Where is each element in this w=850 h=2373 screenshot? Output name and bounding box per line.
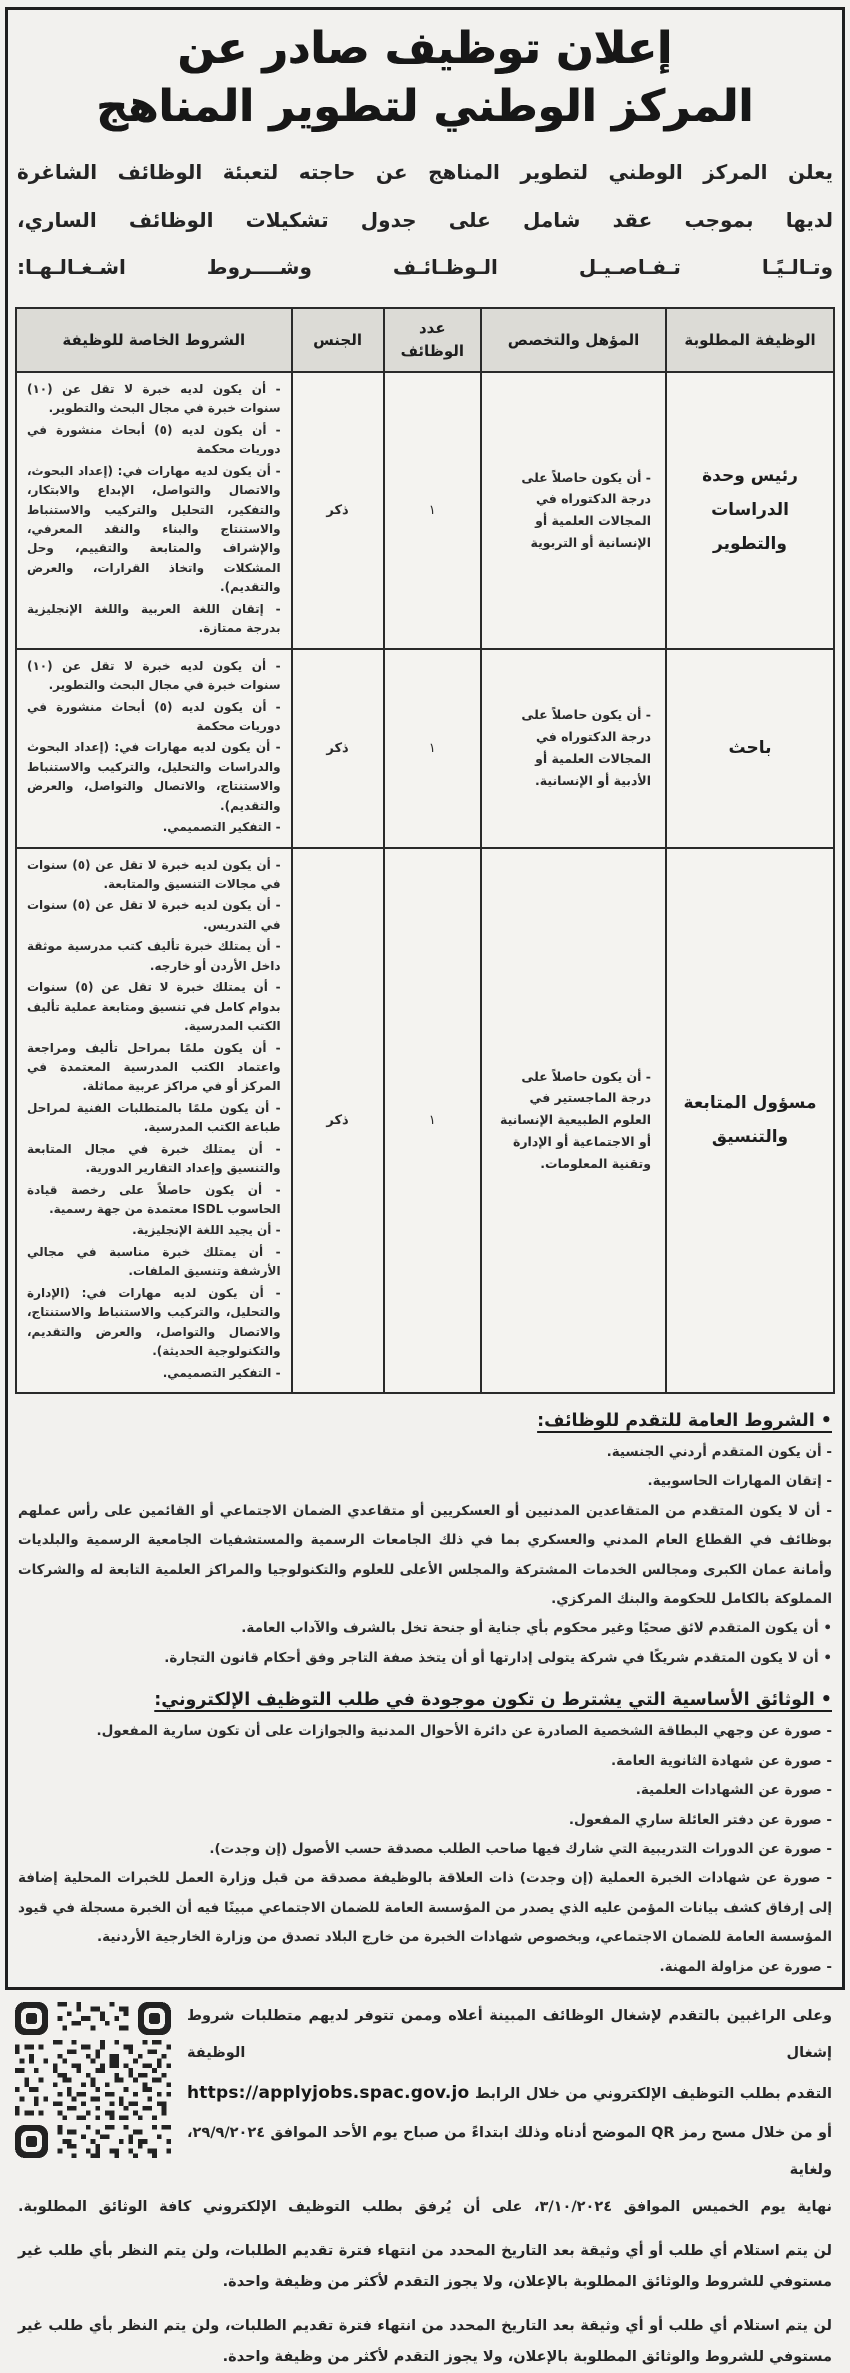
required-document-item: - صورة عن دفتر العائلة ساري المفعول.	[568, 1811, 832, 1828]
condition-item: - أن يكون لديه خبرة لا تقل عن (٥) سنوات في مجالات التنسيق والمتابعة.	[27, 857, 281, 891]
general-condition-item: - أن يكون المتقدم أردني الجنسية.	[606, 1443, 832, 1460]
gender-cell: ذكر	[292, 848, 384, 1393]
application-deadline-line: نهاية يوم الخميس الموافق ٣/١٠/٢٠٢٤، على أن يُرفق بطلب التوظيف الإلكتروني كافة الوثائق المطلوبة.	[18, 2199, 832, 2216]
condition-item: - أن يكون لديه خبرة لا تقل عن (١٠) سنوات خبرة في مجال البحث والتطوير.	[27, 658, 281, 693]
general-conditions-list	[15, 1438, 835, 1673]
gender-cell: ذكر	[292, 649, 384, 848]
condition-item: - أن يكون لديه خبرة لا تقل عن (١٠) سنوات خبرة في مجال البحث والتطوير.	[27, 381, 281, 416]
gender-cell: ذكر	[292, 372, 384, 649]
vacancy-count-cell: ١	[384, 848, 481, 1393]
intro-line-1: يعلن المركز الوطني لتطوير المناهج عن حاجته لتعبئة الوظائف الشاغرة	[17, 160, 833, 185]
conditions-cell	[16, 649, 292, 848]
footer-notices	[15, 2226, 835, 2373]
col-header-job: الوظيفة المطلوبة	[666, 308, 834, 372]
col-header-gender: الجنس	[292, 308, 384, 372]
application-dates-line: أو من خلال مسح رمز QR الموضح أدناه وذلك ابتداءً من صباح يوم الأحد الموافق ٢٩/٩/٢٠٢٤، ولغاية	[187, 2125, 833, 2179]
conditions-cell	[16, 848, 292, 1393]
required-documents-section	[15, 1690, 835, 1982]
condition-item: - أن يكون لديه مهارات في: (الإدارة والتحليل، والتركيب والاستنباط والاستنتاج، والاتصال والتواصل، والعرض والتقديم، والتكنولوجية الحديثة).	[27, 1285, 281, 1359]
intro-line-3: وتـالـيًـا تـفـاصـيـل الـوظـائـف وشــــروط اشـغـالـهـا:	[17, 255, 833, 280]
intro-paragraph	[17, 149, 833, 292]
qr-finder-top-left	[15, 2002, 48, 2035]
qr-code-icon	[15, 2002, 171, 2158]
table-row-head-of-studies	[16, 372, 834, 649]
condition-item: - أن يمتلك خبرة في مجال المتابعة والتنسيق وإعداد التقارير الدورية.	[27, 1141, 281, 1176]
condition-item: - أن يكون لديه مهارات في: (إعداد البحوث والدراسات والتحليل، والتركيب والاستنباط والاستنتاج، والاتصال والتواصل، والعرض والتقديم).	[27, 740, 281, 813]
application-link-text: التقدم بطلب التوظيف الإلكتروني من خلال الرابط	[474, 2086, 832, 2103]
job-title-cell: مسؤول المتابعة والتنسيق	[666, 848, 834, 1393]
condition-item: - أن يكون لديه مهارات في: (إعداد البحوث، والاتصال والتواصل، الإبداع والابتكار، والتفكير، التحليل والتركيب والاستنباط والاستنتاج والبناء والنقد المعرفي، والإشراف والمتابعة والتقييم، وحل المشكلات واتخاذ القرارات، والعرض والتقديم).	[27, 463, 281, 595]
qr-finder-bottom-left	[15, 2125, 48, 2158]
required-document-item: - صورة عن شهادة الثانوية العامة.	[610, 1752, 832, 1769]
condition-item: - التفكير التصميمي.	[162, 1365, 281, 1380]
required-document-item: - صورة عن وجهي البطاقة الشخصية الصادرة عن دائرة الأحوال المدنية والجوازات على أن تكون سارية المفعول.	[96, 1723, 832, 1740]
table-row-researcher	[16, 649, 834, 848]
footer-notice: لن يتم استلام أي طلب أو أي وثيقة بعد التاريخ المحدد من انتهاء فترة تقديم الطلبات، ولن يتم النظر بأي طلب غير مستوفي للشروط والوثائق المطلوبة بالإعلان، ولا يجوز التقدم لأكثر من وظيفة واحدة.	[18, 2243, 832, 2291]
conditions-cell	[16, 372, 292, 649]
condition-item: - أن يمتلك خبرة تأليف كتب مدرسية موثقة داخل الأردن أو خارجه.	[27, 939, 281, 973]
required-document-item: - صورة عن الشهادات العلمية.	[635, 1782, 832, 1799]
col-header-count: عدد الوظائف	[384, 308, 481, 372]
general-condition-item: • أن يكون المتقدم لائق صحيًا وغير محكوم بأي جناية أو جنحة تخل بالشرف والآداب العامة.	[241, 1620, 832, 1637]
vacancy-count-cell: ١	[384, 649, 481, 848]
general-condition-item: • أن لا يكون المتقدم شريكًا في شركة يتولى إدارتها أو أن يتخذ صفة التاجر وفق أحكام قانون التجارة.	[164, 1649, 832, 1666]
condition-item: - أن يكون حاصلاً على رخصة قيادة الحاسوب ISDL معتمدة من جهة رسمية.	[27, 1182, 281, 1216]
condition-item: - التفكير التصميمي.	[162, 820, 281, 835]
required-document-item: - صورة عن الدورات التدريبية التي شارك فيها صاحب الطلب مصدقة حسب الأصول (إن وجدت).	[209, 1841, 832, 1857]
condition-item: - أن يكون لديه خبرة لا تقل عن (٥) سنوات في التدريس.	[27, 898, 281, 932]
qualification-cell: - أن يكون حاصلاً على درجة الدكتوراه في المجالات العلمية أو الإنسانية أو التربوية	[481, 372, 666, 649]
general-condition-item: - أن لا يكون المتقدم من المتقاعدين المدنيين أو العسكريين أو متقاعدي الضمان الاجتماعي أو القائمين على رأس عملهم بوظائف في القطاع العام المدني والعسكري بما في ذلك الجامعات الرسمية والمستشفيات الجامعية الرسمية والبلديات وأمانة عمان الكبرى ومجالس الخدمات المشتركة والمجلس الأعلى للعلوم والتكنولوجيا والمراكز العلمية التابعة له والشركات المملوكة بالكامل للحكومة والبنك المركزي.	[18, 1502, 832, 1608]
application-section	[15, 1998, 835, 2226]
col-header-conditions: الشروط الخاصة للوظيفة	[16, 308, 292, 372]
job-title-cell: باحث	[666, 649, 834, 848]
col-header-qualification: المؤهل والتخصص	[481, 308, 666, 372]
general-condition-item: - إتقان المهارات الحاسوبية.	[647, 1473, 832, 1490]
condition-item: - أن يكون ملمًا بمراحل تأليف ومراجعة واعتماد الكتب المدرسية المعتمدة في المركز أو في مراكز عربية مماثلة.	[27, 1040, 281, 1094]
ad-title	[15, 20, 835, 136]
condition-item: - أن يمتلك خبرة مناسبة في مجالي الأرشفة وتنسيق الملفات.	[27, 1244, 281, 1279]
condition-item: - أن يكون لديه (٥) أبحاث منشورة في دوريات محكمة	[27, 699, 281, 733]
qr-finder-top-right	[138, 2002, 171, 2035]
table-header-row	[16, 308, 834, 372]
general-conditions-heading: • الشروط العامة للتقدم للوظائف:	[537, 1410, 832, 1431]
qualification-cell: - أن يكون حاصلاً على درجة الدكتوراه في المجالات العلمية أو الأدبية أو الإنسانية.	[481, 649, 666, 848]
required-document-item: - صورة عن شهادات الخبرة العملية (إن وجدت) ذات العلاقة بالوظيفة مصدقة من قبل وزارة العمل للخبرات المحلية إضافة إلى إرفاق كشف بيانات المؤمن عليه الذي يصدر من المؤسسة العامة للضمان الاجتماعي مبينًا فيه أن الخبرة مسجلة في قيود المؤسسة العامة للضمان الاجتماعي، وبخصوص شهادات الخبرة من خارج البلاد تصدق من وزارة الخارجية الأردنية.	[17, 1870, 832, 1946]
table-row-followup-coordinator	[16, 848, 834, 1393]
condition-item: - إتقان اللغة العربية واللغة الإنجليزية بدرجة ممتازة.	[27, 601, 281, 636]
condition-item: - أن يمتلك خبرة لا تقل عن (٥) سنوات بدوام كامل في تنسيق ومتابعة عملية تأليف الكتب المدرسية.	[27, 980, 281, 1034]
jobs-table	[15, 307, 835, 1394]
job-advertisement-frame	[5, 7, 845, 2365]
condition-item: - أن يكون لديه (٥) أبحاث منشورة في دوريات محكمة	[27, 422, 281, 457]
ad-title-line-1: إعلان توظيف صادر عن	[177, 23, 673, 74]
intro-line-2: لديها بموجب عقد شامل على جدول تشكيلات الوظائف الساري،	[17, 207, 833, 232]
footer-notice: لن يتم استلام أي طلب أو أي وثيقة بعد التاريخ المحدد من انتهاء فترة تقديم الطلبات، ولن يتم النظر بأي طلب غير مستوفي للشروط والوثائق المطلوبة بالإعلان، ولا يجوز التقدم لأكثر من وظيفة واحدة.	[18, 2317, 832, 2365]
required-document-item: - صورة عن مزاولة المهنة.	[659, 1958, 832, 1975]
job-title-cell: رئيس وحدة الدراسات والتطوير	[666, 372, 834, 649]
required-documents-heading: • الوثائق الأساسية التي يشترط ن تكون موجودة في طلب التوظيف الإلكتروني:	[154, 1690, 832, 1711]
qualification-cell: - أن يكون حاصلاً على درجة الماجستير في العلوم الطبيعية الإنسانية أو الاجتماعية أو الإدارة وتقنية المعلومات.	[481, 848, 666, 1393]
required-documents-list	[15, 1717, 835, 1982]
vacancy-count-cell: ١	[384, 372, 481, 649]
general-conditions-section	[15, 1411, 835, 1673]
condition-item: - أن يكون ملمًا بالمتطلبات الفنية لمراحل طباعة الكتب المدرسية.	[27, 1100, 281, 1135]
application-url: https://applyjobs.spac.gov.jo	[187, 2083, 470, 2104]
condition-item: - أن يجيد اللغة الإنجليزية.	[132, 1223, 281, 1238]
application-intro-line: وعلى الراغبين بالتقدم لإشغال الوظائف المبينة أعلاه وممن تتوفر لديهم متطلبات شروط إشغال الوظيفة	[187, 2008, 832, 2062]
ad-title-line-2: المركز الوطني لتطوير المناهج	[96, 81, 754, 133]
